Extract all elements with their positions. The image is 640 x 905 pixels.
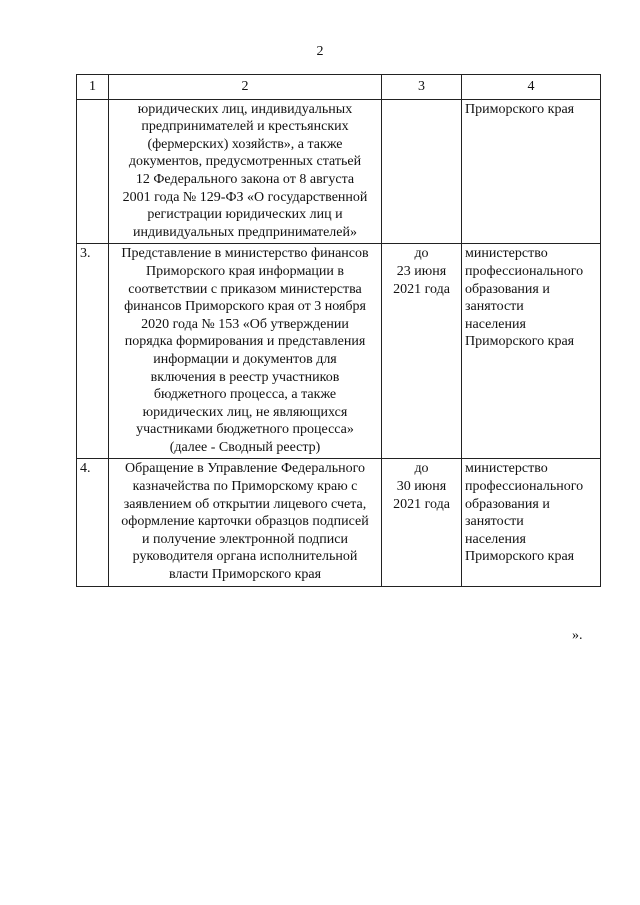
description-line: Представление в министерство финансов [121,246,369,262]
description-line: и получение электронной подписи [142,531,348,547]
row-number-cell: 4. [77,459,109,586]
description-line: Приморского края информации в [145,263,345,279]
description-line: соответствии с приказом министерства [128,281,362,297]
responsible-cell [462,244,601,459]
responsible-line: занятости [465,299,524,315]
deadline-line: 2021 года [393,496,450,512]
responsible-line: образования и [465,281,550,297]
column-header-4: 4 [462,75,601,100]
description-line: порядка формирования и представления [124,334,366,350]
page-number: 2 [316,44,324,59]
row-number-cell: 3. [77,244,109,459]
deadline-line: 30 июня [396,479,447,495]
deadline-line: 23 июня [396,263,447,279]
responsible-line: населения [465,531,526,547]
description-line: участниками бюджетного процесса» [136,422,354,438]
description-line: юридических лиц, индивидуальных [137,101,353,117]
description-line: индивидуальных предпринимателей» [133,224,357,240]
table-row [77,99,601,244]
responsible-cell [462,99,601,244]
description-line: (далее - Сводный реестр) [169,439,321,455]
responsible-line: Приморского края [465,549,575,565]
responsible-line: населения [465,316,526,332]
responsible-line: занятости [465,514,524,530]
deadline-line: до [414,461,429,477]
responsible-line: профессионального [465,263,584,279]
description-line: включения в реестр участников [150,369,340,385]
description-line: финансов Приморского края от 3 ноября [124,299,366,315]
responsible-line: профессионального [465,479,584,495]
deadline-cell [382,99,462,244]
deadline-line: до [414,246,429,262]
description-line: казначейства по Приморскому краю с [132,479,358,495]
column-header-2: 2 [109,75,382,100]
description-line: власти Приморского края [168,567,322,583]
description-line: (фермерских) хозяйств», а также [147,136,343,152]
table-row [77,244,601,459]
description-line: бюджетного процесса, а также [153,387,337,403]
description-line: 2001 года № 129-ФЗ «О государственной [122,189,368,205]
responsible-line: образования и [465,496,550,512]
responsible-line: Приморского края [465,101,575,117]
description-line: 2020 года № 153 «Об утверждении [141,316,349,332]
row-number-cell [77,99,109,244]
description-cell [109,459,382,586]
description-line: информации и документов для [153,351,337,367]
description-line: регистрации юридических лиц и [147,207,343,223]
deadline-cell [382,459,462,586]
column-header-3: 3 [382,75,462,100]
responsible-line: министерство [465,461,548,477]
closing-quote-mark: ». [572,628,583,643]
table-body [77,99,601,586]
description-line: Обращение в Управление Федерального [125,461,365,477]
description-cell [109,244,382,459]
description-line: оформление карточки образцов подписей [121,514,369,530]
deadline-line: 2021 года [393,281,450,297]
column-header-1: 1 [77,75,109,100]
description-line: руководителя органа исполнительной [132,549,358,565]
responsible-line: министерство [465,246,548,262]
description-line: документов, предусмотренных статьей [128,154,362,170]
description-cell [109,99,382,244]
table-header-row [77,75,601,100]
description-line: предпринимателей и крестьянских [141,119,349,135]
responsible-line: Приморского края [465,334,575,350]
responsible-cell [462,459,601,586]
table-row [77,459,601,586]
description-line: юридических лиц, не являющихся [142,404,348,420]
description-line: 12 Федерального закона от 8 августа [135,171,355,187]
schedule-table [76,74,601,587]
description-line: заявлением об открытии лицевого счета, [123,496,367,512]
deadline-cell [382,244,462,459]
